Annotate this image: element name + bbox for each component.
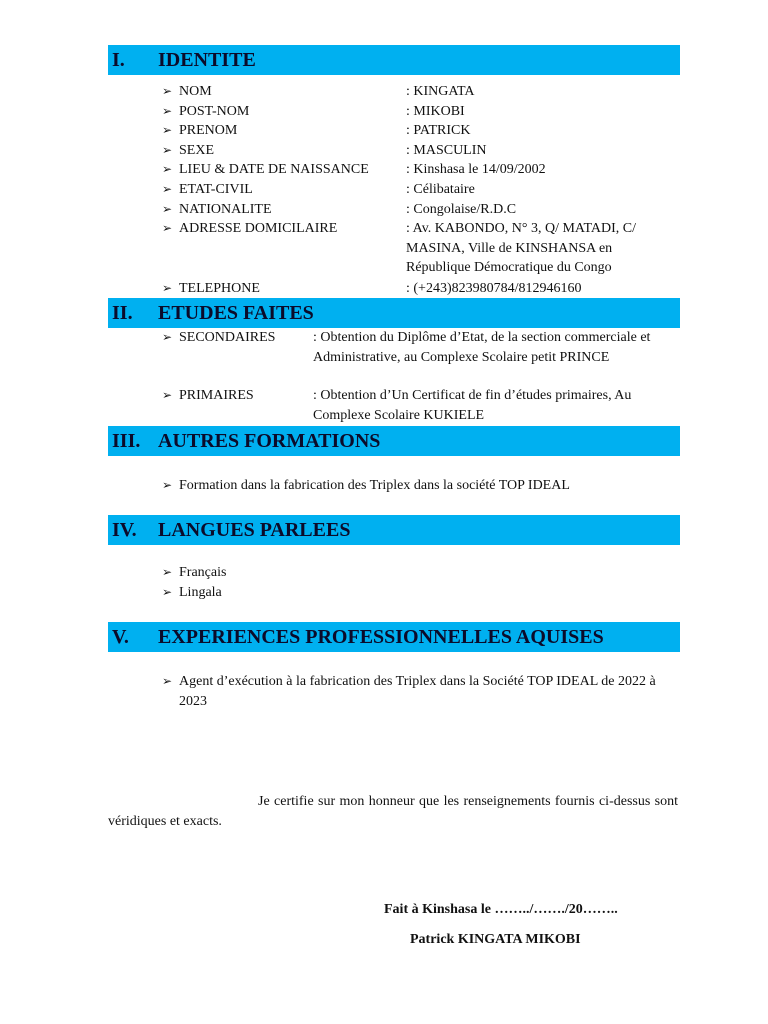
arrow-bullet-icon: ➢ <box>162 478 173 492</box>
section-number: II. <box>112 302 133 324</box>
language-text: Lingala <box>179 585 222 600</box>
field-label: ETAT-CIVIL <box>179 182 253 197</box>
study-value: : Obtention d’Un Certificat de fin d’études primaires, Au Complexe Scolaire KUKIELE <box>313 388 632 423</box>
field-value: : Av. KABONDO, N° 3, Q/ MATADI, C/ MASINA, Ville de KINSHANSA en République Démocratique du Congo <box>406 221 637 276</box>
arrow-bullet-icon: ➢ <box>162 221 173 235</box>
arrow-bullet-icon: ➢ <box>162 674 173 688</box>
field-label: NOM <box>179 84 212 99</box>
field-label: SEXE <box>179 143 214 158</box>
section-title: IDENTITE <box>158 49 256 71</box>
arrow-bullet-icon: ➢ <box>162 84 173 98</box>
study-label: SECONDAIRES <box>179 330 276 345</box>
field-label: TELEPHONE <box>179 281 260 296</box>
field-label: POST-NOM <box>179 104 250 119</box>
section-number: III. <box>112 430 141 452</box>
field-label: ADRESSE DOMICILAIRE <box>179 221 338 236</box>
arrow-bullet-icon: ➢ <box>162 388 173 402</box>
section-title: AUTRES FORMATIONS <box>158 430 381 452</box>
section-title: LANGUES PARLEES <box>158 519 351 541</box>
section-header-identite <box>108 45 680 75</box>
section-number: IV. <box>112 519 137 541</box>
formation-text: Formation dans la fabrication des Triplex dans la société TOP IDEAL <box>179 478 570 493</box>
arrow-bullet-icon: ➢ <box>162 585 173 599</box>
field-value: : Célibataire <box>406 182 475 197</box>
field-value: : PATRICK <box>406 123 471 138</box>
section-title: ETUDES FAITES <box>158 302 314 324</box>
field-value: : Congolaise/R.D.C <box>406 202 517 217</box>
arrow-bullet-icon: ➢ <box>162 330 173 344</box>
field-label: LIEU & DATE DE NAISSANCE <box>179 162 369 177</box>
section-title: EXPERIENCES PROFESSIONNELLES AQUISES <box>158 626 604 648</box>
section-number: I. <box>112 49 125 71</box>
arrow-bullet-icon: ➢ <box>162 162 173 176</box>
signatory-name: Patrick KINGATA MIKOBI <box>410 932 581 947</box>
place-date: Fait à Kinshasa le ……../……./20…….. <box>384 902 618 917</box>
field-value: : KINGATA <box>406 84 475 99</box>
arrow-bullet-icon: ➢ <box>162 565 173 579</box>
language-text: Français <box>179 565 227 580</box>
arrow-bullet-icon: ➢ <box>162 143 173 157</box>
field-value: : MIKOBI <box>406 104 465 119</box>
arrow-bullet-icon: ➢ <box>162 123 173 137</box>
arrow-bullet-icon: ➢ <box>162 281 173 295</box>
arrow-bullet-icon: ➢ <box>162 202 173 216</box>
section-header-experiences <box>108 622 680 652</box>
study-label: PRIMAIRES <box>179 388 254 403</box>
field-value: : MASCULIN <box>406 143 487 158</box>
section-header-etudes <box>108 298 680 328</box>
field-label: NATIONALITE <box>179 202 272 217</box>
field-value: : (+243)823980784/812946160 <box>406 281 582 296</box>
arrow-bullet-icon: ➢ <box>162 104 173 118</box>
experience-text: Agent d’exécution à la fabrication des Triplex dans la Société TOP IDEAL de 2022 à 2023 <box>179 674 656 709</box>
section-header-formations <box>108 426 680 456</box>
field-label: PRENOM <box>179 123 238 138</box>
study-value: : Obtention du Diplôme d’Etat, de la section commerciale et Administrative, au Complexe Scolaire petit PRINCE <box>313 330 651 365</box>
arrow-bullet-icon: ➢ <box>162 182 173 196</box>
field-value: : Kinshasa le 14/09/2002 <box>406 162 546 177</box>
certification-text: Je certifie sur mon honneur que les renseignements fournis ci-dessus sont véridiques et exacts. <box>108 794 678 829</box>
section-header-langues <box>108 515 680 545</box>
section-number: V. <box>112 626 129 648</box>
